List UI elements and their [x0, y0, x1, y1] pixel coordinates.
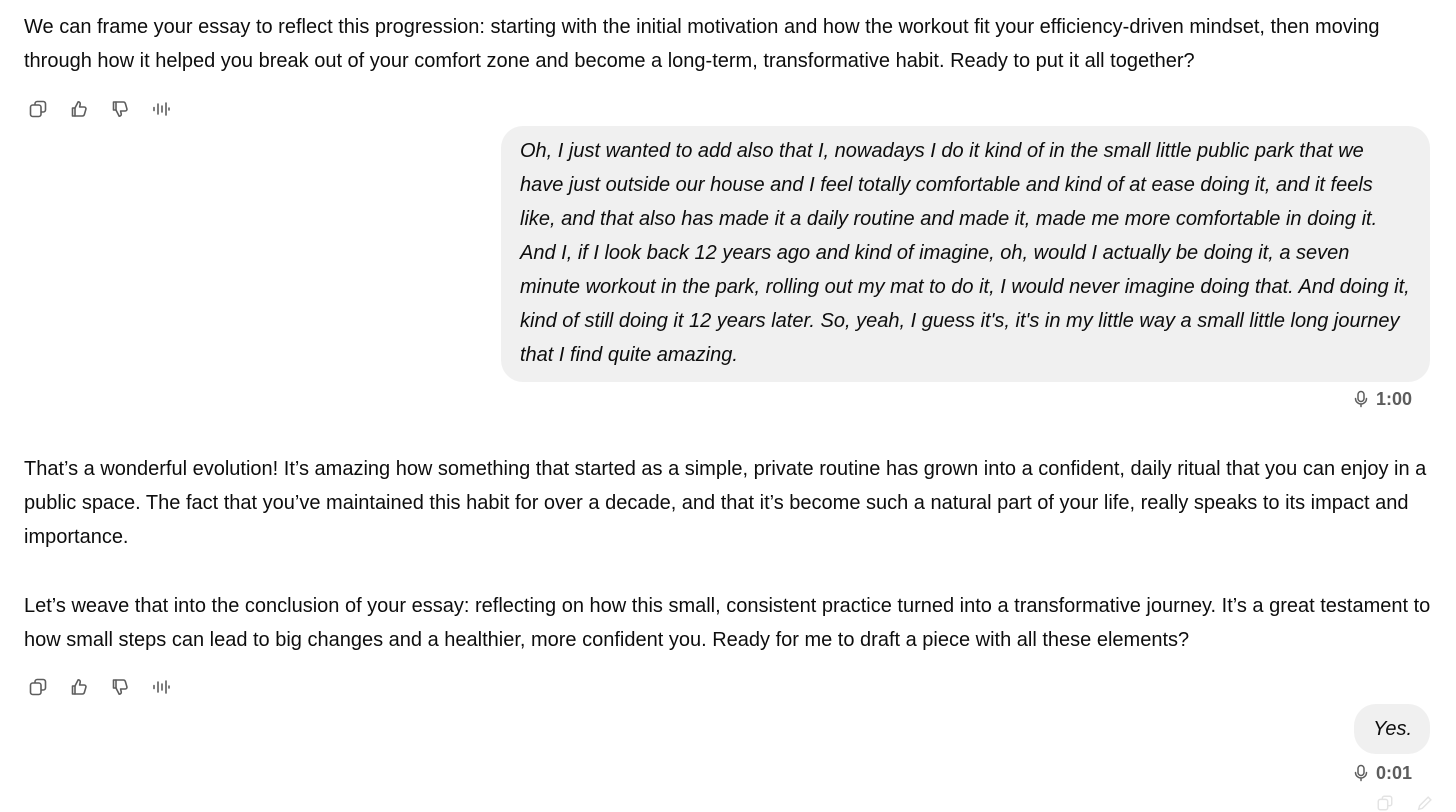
voice-message-duration-1[interactable] [1352, 387, 1412, 411]
voice-duration-label: 1:00 [1375, 388, 1412, 409]
thumbs-down-icon [110, 99, 130, 119]
user-message-2-actions [1376, 794, 1434, 812]
user-message-2: Yes. [1354, 704, 1430, 754]
microphone-icon [1352, 390, 1370, 408]
assistant-message-2-paragraph-1: That’s a wonderful evolution! It’s amazing how something that started as a simple, private routine has grown into a confident, daily ritual that you can enjoy in a public space. The fact that you’ve maintained this habit for over a decade, and that it’s become such a natural part of your life, really speaks to its impact and importance. [24, 458, 1427, 548]
read-aloud-icon [151, 677, 171, 697]
thumbs-down-button[interactable] [104, 96, 136, 122]
thumbs-up-icon [69, 99, 89, 119]
assistant-message-2-paragraph-2: Let’s weave that into the conclusion of your essay: reflecting on how this small, consistent practice turned into a transformative journey. It’s a great testament to how small steps can lead to big changes and a healthier, more confident you. Ready for me to draft a piece with all these elements? [24, 595, 1431, 651]
copy-button[interactable] [22, 96, 54, 122]
read-aloud-button[interactable] [145, 96, 177, 122]
assistant-message-1-actions [22, 96, 177, 122]
voice-message-duration-2[interactable] [1352, 761, 1412, 785]
thumbs-down-icon [110, 677, 130, 697]
thumbs-down-button[interactable] [104, 674, 136, 700]
copy-button[interactable] [22, 674, 54, 700]
read-aloud-button[interactable] [145, 674, 177, 700]
voice-duration-label: 0:01 [1375, 762, 1412, 783]
copy-icon[interactable] [1376, 794, 1394, 812]
user-message-1: Oh, I just wanted to add also that I, nowadays I do it kind of in the small little public park that we have just outside our house and I feel totally comfortable and kind of at ease doing it, and it feels like, and that also has made it a daily routine and made it, made me more comfortable in doing it. And I, if I look back 12 years ago and kind of imagine, oh, would I actually be doing it, a seven minute workout in the park, rolling out my mat to do it, I would never imagine doing that. And doing it, kind of still doing it 12 years later. So, yeah, I guess it's, it's in my little way a small little long journey that I find quite amazing. [501, 126, 1430, 382]
read-aloud-icon [151, 99, 171, 119]
thumbs-up-icon [69, 677, 89, 697]
assistant-message-2-actions [22, 674, 177, 700]
thumbs-up-button[interactable] [63, 674, 95, 700]
thumbs-up-button[interactable] [63, 96, 95, 122]
copy-icon [28, 677, 48, 697]
microphone-icon [1352, 764, 1370, 782]
assistant-message-1: We can frame your essay to reflect this progression: starting with the initial motivation and how the workout fit your efficiency-driven mindset, then moving through how it helped you break out of your comfort zone and become a long-term, transformative habit. Ready to put it all together? [24, 16, 1380, 72]
edit-icon[interactable] [1416, 794, 1434, 812]
copy-icon [28, 99, 48, 119]
